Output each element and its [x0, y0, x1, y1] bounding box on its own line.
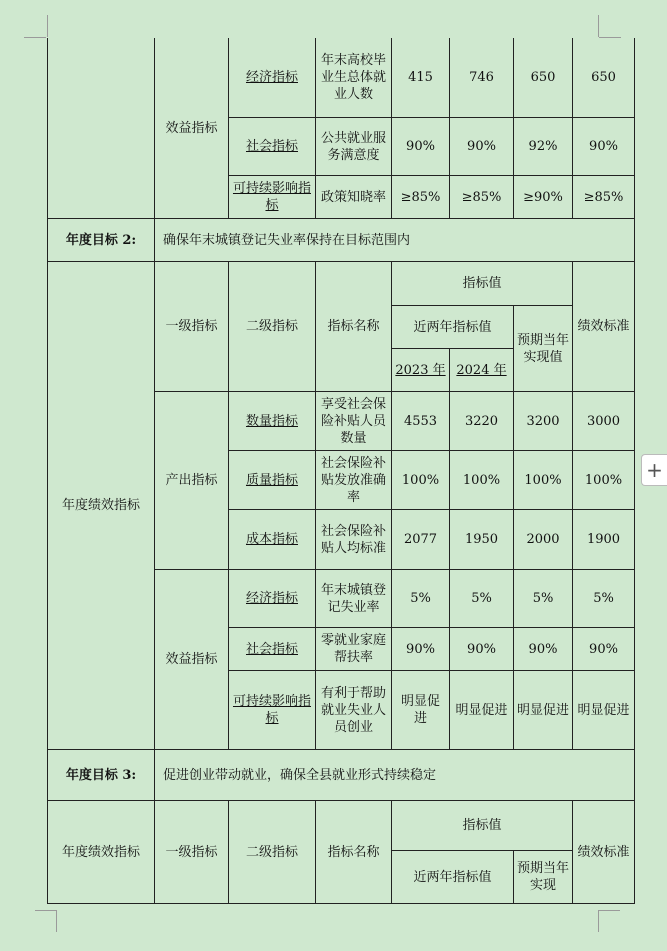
value-cell: ≥85% [573, 176, 635, 219]
value-cell: 100% [514, 451, 573, 510]
value-cell: ≥90% [514, 176, 573, 219]
blank-cell [48, 38, 155, 219]
level2-cell: 社会指标 [229, 118, 316, 176]
goal-text: 确保年末城镇登记失业率保持在目标范围内 [155, 219, 635, 262]
level2-cell: 可持续影响指标 [229, 671, 316, 750]
value-cell: 90% [392, 628, 450, 671]
value-cell: 4553 [392, 392, 450, 451]
value-cell: 100% [573, 451, 635, 510]
header-year-2023: 2023 年 [392, 349, 450, 392]
goal-label: 年度目标 3: [48, 750, 155, 801]
value-cell: 746 [450, 38, 514, 118]
level2-cell: 经济指标 [229, 570, 316, 628]
value-cell: ≥85% [392, 176, 450, 219]
crop-mark-top-left-v [47, 15, 48, 37]
value-cell: 92% [514, 118, 573, 176]
level2-cell: 经济指标 [229, 38, 316, 118]
value-cell: 90% [450, 118, 514, 176]
value-cell: 5% [450, 570, 514, 628]
crop-mark-bottom-left-h [35, 910, 57, 911]
header-level2: 二级指标 [229, 262, 316, 392]
indicator-name-cell: 零就业家庭帮扶率 [316, 628, 392, 671]
header-indicator-name: 指标名称 [316, 801, 392, 904]
indicator-name-cell: 享受社会保险补贴人员数量 [316, 392, 392, 451]
value-cell: 明显促进 [450, 671, 514, 750]
value-cell: 100% [450, 451, 514, 510]
indicator-name-cell: 政策知晓率 [316, 176, 392, 219]
value-cell: 3220 [450, 392, 514, 451]
header-expected: 预期当年实现值 [514, 306, 573, 392]
level1-cell: 效益指标 [155, 38, 229, 219]
value-cell: 明显促进 [514, 671, 573, 750]
crop-mark-bottom-left-v [56, 910, 57, 932]
indicator-name-cell: 年末高校毕业生总体就业人数 [316, 38, 392, 118]
header-level1: 一级指标 [155, 262, 229, 392]
value-cell: 2000 [514, 510, 573, 570]
level1-cell: 产出指标 [155, 392, 229, 570]
header-recent-two-years: 近两年指标值 [392, 306, 514, 349]
value-cell: 5% [514, 570, 573, 628]
value-cell: 90% [514, 628, 573, 671]
goal-label: 年度目标 2: [48, 219, 155, 262]
annual-indicator-label: 年度绩效指标 [48, 262, 155, 750]
value-cell: 90% [450, 628, 514, 671]
level2-cell: 社会指标 [229, 628, 316, 671]
value-cell: 3000 [573, 392, 635, 451]
value-cell: 650 [514, 38, 573, 118]
header-standard: 绩效标准 [573, 801, 635, 904]
add-icon[interactable]: + [641, 454, 667, 486]
header-expected: 预期当年实现 [514, 851, 573, 904]
crop-mark-bottom-right-v [598, 910, 599, 932]
indicator-name-cell: 公共就业服务满意度 [316, 118, 392, 176]
goal-text: 促进创业带动就业，确保全县就业形式持续稳定 [155, 750, 635, 801]
level2-cell: 成本指标 [229, 510, 316, 570]
value-cell: 3200 [514, 392, 573, 451]
value-cell: 90% [573, 118, 635, 176]
header-year-2024: 2024 年 [450, 349, 514, 392]
header-level2: 二级指标 [229, 801, 316, 904]
value-cell: ≥85% [450, 176, 514, 219]
value-cell: 650 [573, 38, 635, 118]
indicator-name-cell: 年末城镇登记失业率 [316, 570, 392, 628]
value-cell: 明显促进 [392, 671, 450, 750]
header-level1: 一级指标 [155, 801, 229, 904]
value-cell: 5% [573, 570, 635, 628]
crop-mark-top-left-h [24, 37, 46, 38]
header-indicator-value: 指标值 [392, 262, 573, 306]
value-cell: 90% [392, 118, 450, 176]
crop-mark-top-right-v [598, 15, 599, 37]
performance-table [47, 38, 634, 904]
value-cell: 1950 [450, 510, 514, 570]
indicator-name-cell: 有利于帮助就业失业人员创业 [316, 671, 392, 750]
header-indicator-value: 指标值 [392, 801, 573, 851]
header-recent-two-years: 近两年指标值 [392, 851, 514, 904]
crop-mark-bottom-right-h [598, 910, 620, 911]
indicator-name-cell: 社会保险补贴人均标准 [316, 510, 392, 570]
value-cell: 2077 [392, 510, 450, 570]
level1-cell: 效益指标 [155, 570, 229, 750]
value-cell: 明显促进 [573, 671, 635, 750]
header-annual-indicator: 年度绩效指标 [48, 801, 155, 904]
indicator-name-cell: 社会保险补贴发放准确率 [316, 451, 392, 510]
level2-cell: 质量指标 [229, 451, 316, 510]
level2-cell: 可持续影响指标 [229, 176, 316, 219]
value-cell: 100% [392, 451, 450, 510]
value-cell: 5% [392, 570, 450, 628]
value-cell: 415 [392, 38, 450, 118]
level2-cell: 数量指标 [229, 392, 316, 451]
value-cell: 1900 [573, 510, 635, 570]
value-cell: 90% [573, 628, 635, 671]
header-standard: 绩效标准 [573, 262, 635, 392]
header-indicator-name: 指标名称 [316, 262, 392, 392]
